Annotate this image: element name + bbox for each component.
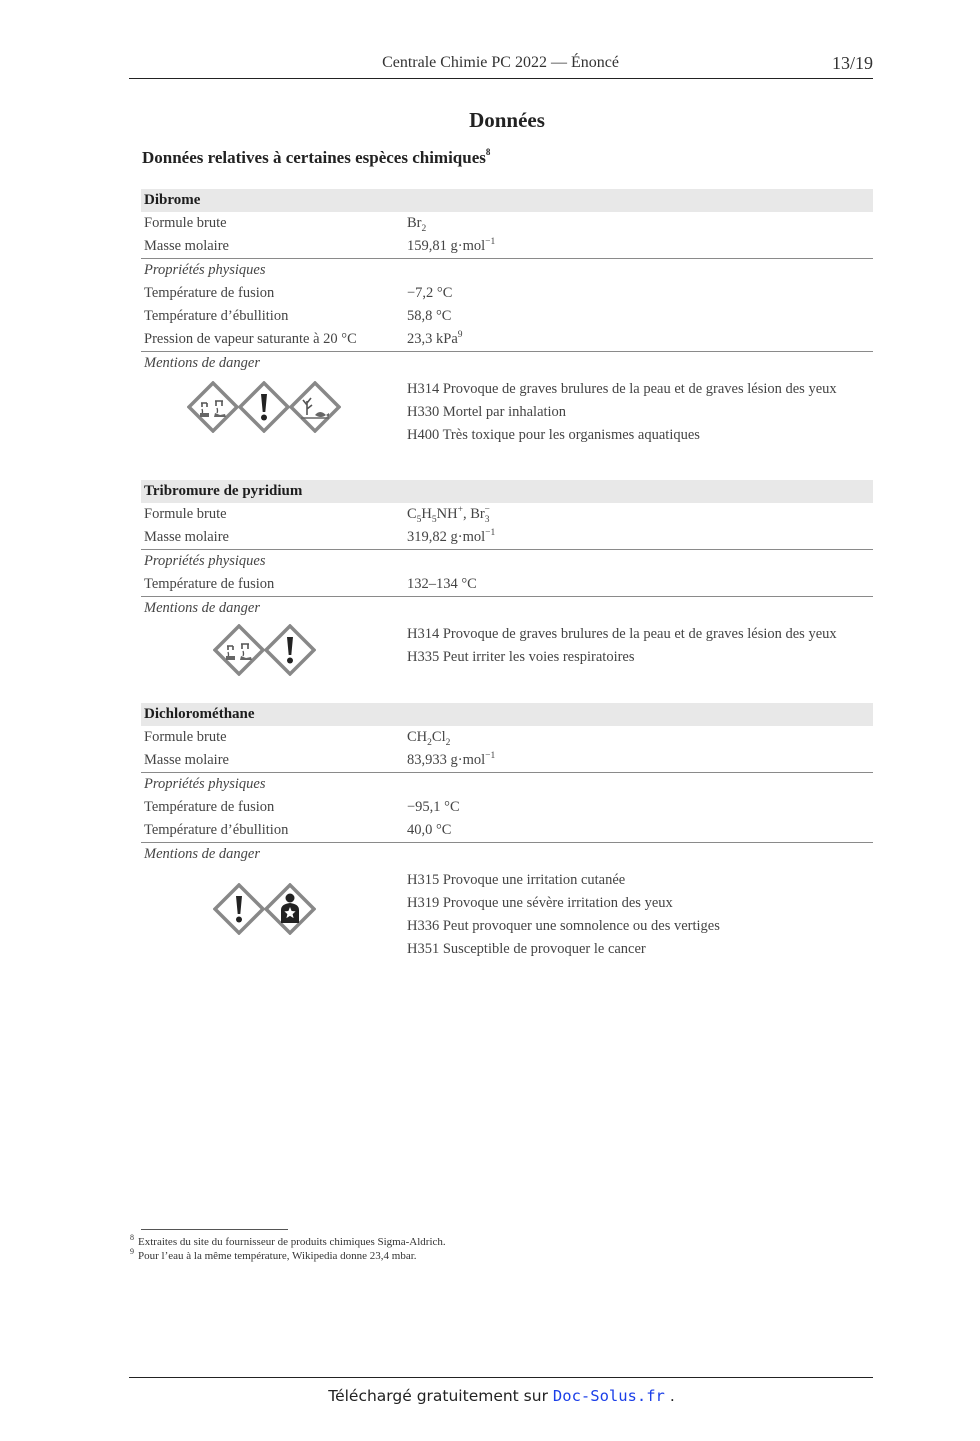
section-title: Données bbox=[469, 108, 545, 132]
hazard-statement: H400 Très toxique pour les organismes aquatiques bbox=[407, 427, 700, 443]
label-fusion: Température de fusion bbox=[144, 285, 275, 301]
footnote-9: $^9$ Pour l’eau à la même température, Wikipedia donne 23,4 mbar. bbox=[130, 1247, 417, 1262]
health-hazard-icon bbox=[264, 883, 316, 935]
label-proprietes: Propriétés physiques bbox=[144, 776, 266, 792]
row-dangers bbox=[141, 351, 873, 375]
label-pression: Pression de vapeur saturante à 20 °C bbox=[144, 331, 357, 347]
exclamation-icon bbox=[264, 624, 316, 676]
hazard-list bbox=[407, 620, 873, 666]
species-dibrome bbox=[141, 189, 873, 480]
footnote-ref-8[interactable]: 8 bbox=[485, 147, 491, 158]
value-fusion: 132–134 °C bbox=[407, 576, 477, 592]
species-name: Dibrome bbox=[141, 189, 873, 212]
footnote-8: $^8$ Extraites du site du fournisseur de produits chimiques Sigma-Aldrich. bbox=[130, 1233, 446, 1248]
row-ebullition bbox=[141, 305, 873, 328]
value-masse: 319,82 g·mol$^{-1}$ bbox=[407, 528, 496, 545]
header-title: Centrale Chimie PC 2022 — Énoncé bbox=[382, 54, 619, 71]
corrosion-icon bbox=[187, 381, 239, 433]
hazard-list bbox=[407, 866, 873, 958]
label-dangers: Mentions de danger bbox=[144, 600, 260, 616]
hazard-statement: H319 Provoque une sévère irritation des yeux bbox=[407, 895, 673, 911]
label-dangers: Mentions de danger bbox=[144, 355, 260, 371]
row-formule bbox=[141, 212, 873, 235]
hazard-list bbox=[407, 375, 873, 444]
value-formule: $C_5H_5NH^+$, $Br_3^-$ bbox=[407, 505, 490, 525]
hazard-statement: H330 Mortel par inhalation bbox=[407, 404, 567, 420]
value-fusion: −95,1 °C bbox=[407, 799, 460, 815]
footer bbox=[0, 1387, 980, 1405]
label-formule: Formule brute bbox=[144, 729, 227, 745]
value-masse: 159,81 g·mol$^{-1}$ bbox=[407, 237, 496, 254]
value-fusion: −7,2 °C bbox=[407, 285, 453, 301]
label-ebullition: Température d’ébullition bbox=[144, 308, 289, 324]
pictogram-row bbox=[213, 883, 315, 935]
footer-text: Téléchargé gratuitement sur bbox=[328, 1387, 548, 1405]
value-formule: $CH_2Cl_2$ bbox=[407, 729, 451, 748]
row-dangers bbox=[141, 842, 873, 866]
page-number: 13/19 bbox=[831, 53, 873, 73]
label-formule: Formule brute bbox=[144, 215, 227, 231]
label-masse: Masse molaire bbox=[144, 529, 229, 545]
row-formule bbox=[141, 726, 873, 749]
hazard-statement: H314 Provoque de graves brulures de la peau et de graves lésion des yeux bbox=[407, 626, 837, 642]
row-dangers bbox=[141, 596, 873, 620]
exclamation-icon bbox=[238, 381, 290, 433]
label-ebullition: Température d’ébullition bbox=[144, 822, 289, 838]
footnote-ref-9[interactable]: 9 bbox=[457, 330, 463, 341]
value-ebullition: 58,8 °C bbox=[407, 308, 452, 324]
hazard-block bbox=[141, 620, 873, 702]
hazard-block bbox=[141, 866, 873, 966]
label-formule: Formule brute bbox=[144, 506, 227, 522]
label-masse: Masse molaire bbox=[144, 238, 229, 254]
subsection-title-text: Données relatives à certaines espèces chimiques bbox=[142, 148, 486, 167]
footer-rule bbox=[129, 1377, 873, 1378]
hazard-statement: H335 Peut irriter les voies respiratoires bbox=[407, 649, 635, 665]
exclamation-icon bbox=[213, 883, 265, 935]
label-fusion: Température de fusion bbox=[144, 799, 275, 815]
row-masse bbox=[141, 526, 873, 549]
value-ebullition: 40,0 °C bbox=[407, 822, 452, 838]
row-fusion bbox=[141, 573, 873, 596]
value-pression: 23,3 kPa$^9$ bbox=[407, 330, 463, 347]
subsection-title bbox=[142, 148, 490, 168]
species-dichloromethane bbox=[141, 703, 873, 966]
row-masse bbox=[141, 235, 873, 258]
hazard-block bbox=[141, 375, 873, 480]
header-rule bbox=[129, 78, 873, 79]
hazard-statement: H315 Provoque une irritation cutanée bbox=[407, 872, 626, 888]
row-pression bbox=[141, 328, 873, 351]
label-fusion: Température de fusion bbox=[144, 576, 275, 592]
row-fusion bbox=[141, 282, 873, 305]
footnote-rule bbox=[141, 1229, 288, 1230]
footer-suffix: . bbox=[669, 1387, 675, 1405]
value-masse: 83,933 g·mol$^{-1}$ bbox=[407, 751, 496, 768]
label-masse: Masse molaire bbox=[144, 752, 229, 768]
label-proprietes: Propriétés physiques bbox=[144, 553, 266, 569]
species-name: Tribromure de pyridium bbox=[141, 480, 873, 503]
species-tribromure bbox=[141, 480, 873, 702]
environment-icon bbox=[289, 381, 341, 433]
doc-solus-link[interactable]: Doc-Solus.fr bbox=[552, 1387, 665, 1405]
row-proprietes bbox=[141, 549, 873, 573]
row-proprietes bbox=[141, 772, 873, 796]
row-masse bbox=[141, 749, 873, 772]
row-formule bbox=[141, 503, 873, 526]
row-ebullition bbox=[141, 819, 873, 842]
pictogram-row bbox=[213, 624, 315, 676]
row-proprietes bbox=[141, 258, 873, 282]
value-formule: $Br_2$ bbox=[407, 215, 427, 234]
hazard-statement: H351 Susceptible de provoquer le cancer bbox=[407, 941, 646, 957]
row-fusion bbox=[141, 796, 873, 819]
hazard-statement: H314 Provoque de graves brulures de la peau et de graves lésion des yeux bbox=[407, 381, 837, 397]
corrosion-icon bbox=[213, 624, 265, 676]
pictogram-row bbox=[187, 381, 340, 433]
species-name: Dichlorométhane bbox=[141, 703, 873, 726]
hazard-statement: H336 Peut provoquer une somnolence ou des vertiges bbox=[407, 918, 720, 934]
label-proprietes: Propriétés physiques bbox=[144, 262, 266, 278]
label-dangers: Mentions de danger bbox=[144, 846, 260, 862]
